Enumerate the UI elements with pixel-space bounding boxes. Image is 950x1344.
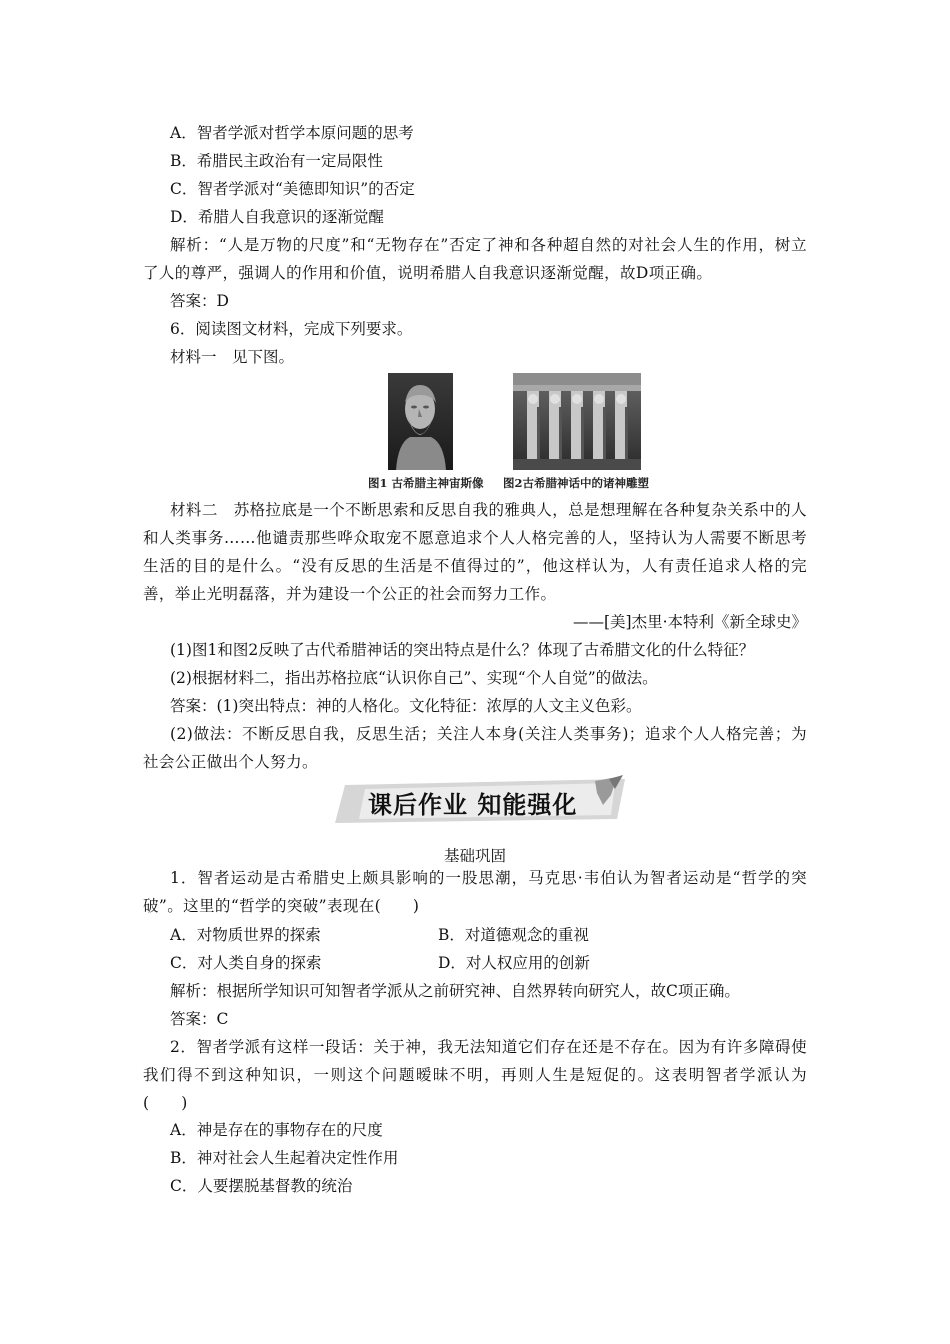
q6-material-two: 材料二 苏格拉底是一个不断思索和反思自我的雅典人，总是想理解在各种复杂关系中的人和人类事务……他谴责那些哗众取宠不愿意追求个人人格完善的人，坚持认为人需要不断思考生活的目的是什么。“没有反思的生活是不值得过的”，他这样认为，人有责任追求人格的完善，举止光明磊落，并为建设一个公正的社会而努力工作。 — [143, 501, 807, 603]
q6-source-citation: ——[美]杰里·本特利《新全球史》 — [572, 613, 807, 631]
banner-title: 课后作业 知能强化 — [368, 791, 578, 819]
q6-stem: 6．阅读图文材料，完成下列要求。 — [170, 320, 413, 338]
hw1-option-c: C．对人类自身的探索 — [170, 954, 322, 972]
hw1-option-a: A．对物质世界的探索 — [170, 926, 321, 944]
section-title: 基础巩固 — [443, 847, 506, 865]
caryatid-statues-image — [513, 373, 641, 470]
q5-option-a: A．智者学派对哲学本原问题的思考 — [170, 124, 414, 142]
hw2-option-a: A．神是存在的事物存在的尺度 — [170, 1121, 383, 1139]
figure-1-caption: 图1 古希腊主神宙斯像 — [368, 476, 484, 490]
hw1-analysis: 解析：根据所学知识可知智者学派从之前研究神、自然界转向研究人，故C项正确。 — [170, 982, 740, 1000]
hw1-option-b: B．对道德观念的重视 — [438, 926, 589, 944]
q6-sub-question-1: (1)图1和图2反映了古代希腊神话的突出特点是什么？体现了古希腊文化的什么特征？ — [170, 641, 755, 659]
hw1-stem: 1．智者运动是古希腊史上颇具影响的一股思潮，马克思·韦伯认为智者运动是“哲学的突破”。这里的“哲学的突破”表现在( ) — [143, 869, 807, 915]
q6-sub-question-2: (2)根据材料二，指出苏格拉底“认识你自己”、实现“个人自觉”的做法。 — [170, 669, 658, 687]
figure-2-caption: 图2古希腊神话中的诸神雕塑 — [503, 476, 650, 490]
hw1-option-d: D．对人权应用的创新 — [438, 954, 590, 972]
q6-answer-1: 答案：(1)突出特点：神的人格化。文化特征：浓厚的人文主义色彩。 — [170, 697, 642, 715]
q5-option-d: D．希腊人自我意识的逐渐觉醒 — [170, 208, 384, 226]
q6-answer-2: (2)做法：不断反思自我，反思生活；关注人本身(关注人类事务)；追求个人人格完善；为社会公正做出个人努力。 — [143, 725, 807, 771]
q5-analysis: 解析：“人是万物的尺度”和“无物存在”否定了神和各种超自然的对社会人生的作用，树立了人的尊严，强调人的作用和价值，说明希腊人自我意识逐渐觉醒，故D项正确。 — [143, 236, 807, 282]
q5-option-c: C．智者学派对“美德即知识”的否定 — [170, 180, 415, 198]
hw2-option-c: C．人要摆脱基督教的统治 — [170, 1177, 353, 1195]
hw1-answer: 答案：C — [170, 1010, 229, 1028]
hw2-stem: 2．智者学派有这样一段话：关于神，我无法知道它们存在还是不存在。因为有许多障碍使我们得不到这种知识，一则这个问题暧昧不明，再则人生是短促的。这表明智者学派认为( ) — [143, 1038, 807, 1112]
hw2-option-b: B．神对社会人生起着决定性作用 — [170, 1149, 399, 1167]
q5-option-b: B．希腊民主政治有一定局限性 — [170, 152, 383, 170]
q6-material-one: 材料一 见下图。 — [170, 348, 295, 366]
q5-answer: 答案：D — [170, 292, 229, 310]
zeus-statue-image — [388, 373, 453, 470]
homework-banner — [325, 775, 645, 827]
